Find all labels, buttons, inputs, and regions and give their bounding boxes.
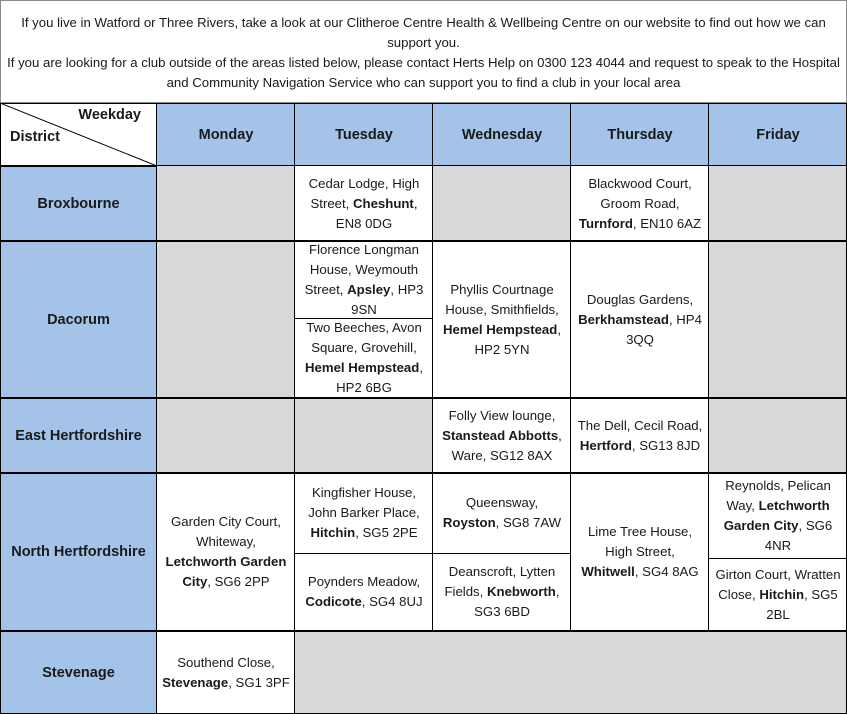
district-label: District xyxy=(10,129,60,145)
club-schedule-table xyxy=(0,103,847,714)
grid-line xyxy=(0,397,847,399)
empty-cell xyxy=(709,166,847,241)
grid-line xyxy=(570,103,571,631)
district-east-hertfordshire: East Hertfordshire xyxy=(0,398,157,473)
grid-line xyxy=(708,103,709,631)
empty-cell xyxy=(157,166,295,241)
empty-cell xyxy=(433,166,571,241)
district-stevenage: Stevenage xyxy=(0,631,157,714)
club-cell: Southend Close, Stevenage, SG1 3PF xyxy=(157,631,295,714)
club-cell: Phyllis Courtnage House, Smithfields, Hemel Hempstead, HP2 5YN xyxy=(433,241,571,398)
club-cell: Florence Longman House, Weymouth Street, Apsley, HP3 9SN xyxy=(295,241,433,318)
grid-line xyxy=(0,165,157,167)
club-cell: Poynders Meadow, Codicote, SG4 8UJ xyxy=(295,553,433,631)
club-cell: Lime Tree House, High Street, Whitwell, SG4 8AG xyxy=(571,473,709,631)
club-cell: Garden City Court, Whiteway, Letchworth Garden City, SG6 2PP xyxy=(157,473,295,631)
day-header-monday: Monday xyxy=(157,103,295,166)
empty-cell xyxy=(157,241,295,398)
club-cell: Blackwood Court, Groom Road, Turnford, EN10 6AZ xyxy=(571,166,709,241)
club-cell: Folly View lounge, Stanstead Abbotts, Ware, SG12 8AX xyxy=(433,398,571,473)
empty-cell xyxy=(295,398,433,473)
grid-line xyxy=(0,103,847,104)
club-cell: Two Beeches, Avon Square, Grovehill, Hemel Hempstead, HP2 6BG xyxy=(295,318,433,398)
grid-line xyxy=(294,103,295,714)
empty-cell xyxy=(709,241,847,398)
grid-line xyxy=(157,165,847,166)
corner-diagonal xyxy=(0,103,157,166)
intro-notice xyxy=(0,0,847,103)
grid-line xyxy=(0,103,1,714)
club-cell: The Dell, Cecil Road, Hertford, SG13 8JD xyxy=(571,398,709,473)
district-broxbourne: Broxbourne xyxy=(0,166,157,241)
club-cell: Douglas Gardens, Berkhamstead, HP4 3QQ xyxy=(571,241,709,398)
empty-cell xyxy=(157,398,295,473)
grid-line xyxy=(432,103,433,631)
grid-line xyxy=(156,103,157,714)
corner-header xyxy=(0,103,157,166)
club-cell: Reynolds, Pelican Way, Letchworth Garden City, SG6 4NR xyxy=(709,473,847,558)
day-header-friday: Friday xyxy=(709,103,847,166)
club-cell: Girton Court, Wratten Close, Hitchin, SG5 2BL xyxy=(709,558,847,631)
district-dacorum: Dacorum xyxy=(0,241,157,398)
grid-line xyxy=(0,240,847,242)
empty-cell xyxy=(709,398,847,473)
day-header-tuesday: Tuesday xyxy=(295,103,433,166)
day-header-wednesday: Wednesday xyxy=(433,103,571,166)
club-cell: Cedar Lodge, High Street, Cheshunt, EN8 0DG xyxy=(295,166,433,241)
grid-line xyxy=(709,558,847,559)
intro-line-2: If you are looking for a club outside of the areas listed below, please contact Herts Help on 0300 123 4044 and request to speak to the Hospital and Community Navigation Service who can support you to find a club in your local area xyxy=(7,55,840,90)
grid-line xyxy=(0,630,847,632)
weekday-label: Weekday xyxy=(78,107,141,123)
intro-line-1: If you live in Watford or Three Rivers, take a look at our Clitheroe Centre Health & Wellbeing Centre on our website to find out how we can support you. xyxy=(21,15,826,50)
day-header-thursday: Thursday xyxy=(571,103,709,166)
club-cell: Deanscroft, Lytten Fields, Knebworth, SG3 6BD xyxy=(433,553,571,631)
club-cell: Kingfisher House, John Barker Place, Hitchin, SG5 2PE xyxy=(295,473,433,553)
grid-line xyxy=(0,472,847,474)
grid-line xyxy=(295,318,433,319)
grid-line xyxy=(295,553,571,554)
empty-cell xyxy=(295,631,847,714)
club-cell: Queensway, Royston, SG8 7AW xyxy=(433,473,571,553)
district-north-hertfordshire: North Hertfordshire xyxy=(0,473,157,631)
